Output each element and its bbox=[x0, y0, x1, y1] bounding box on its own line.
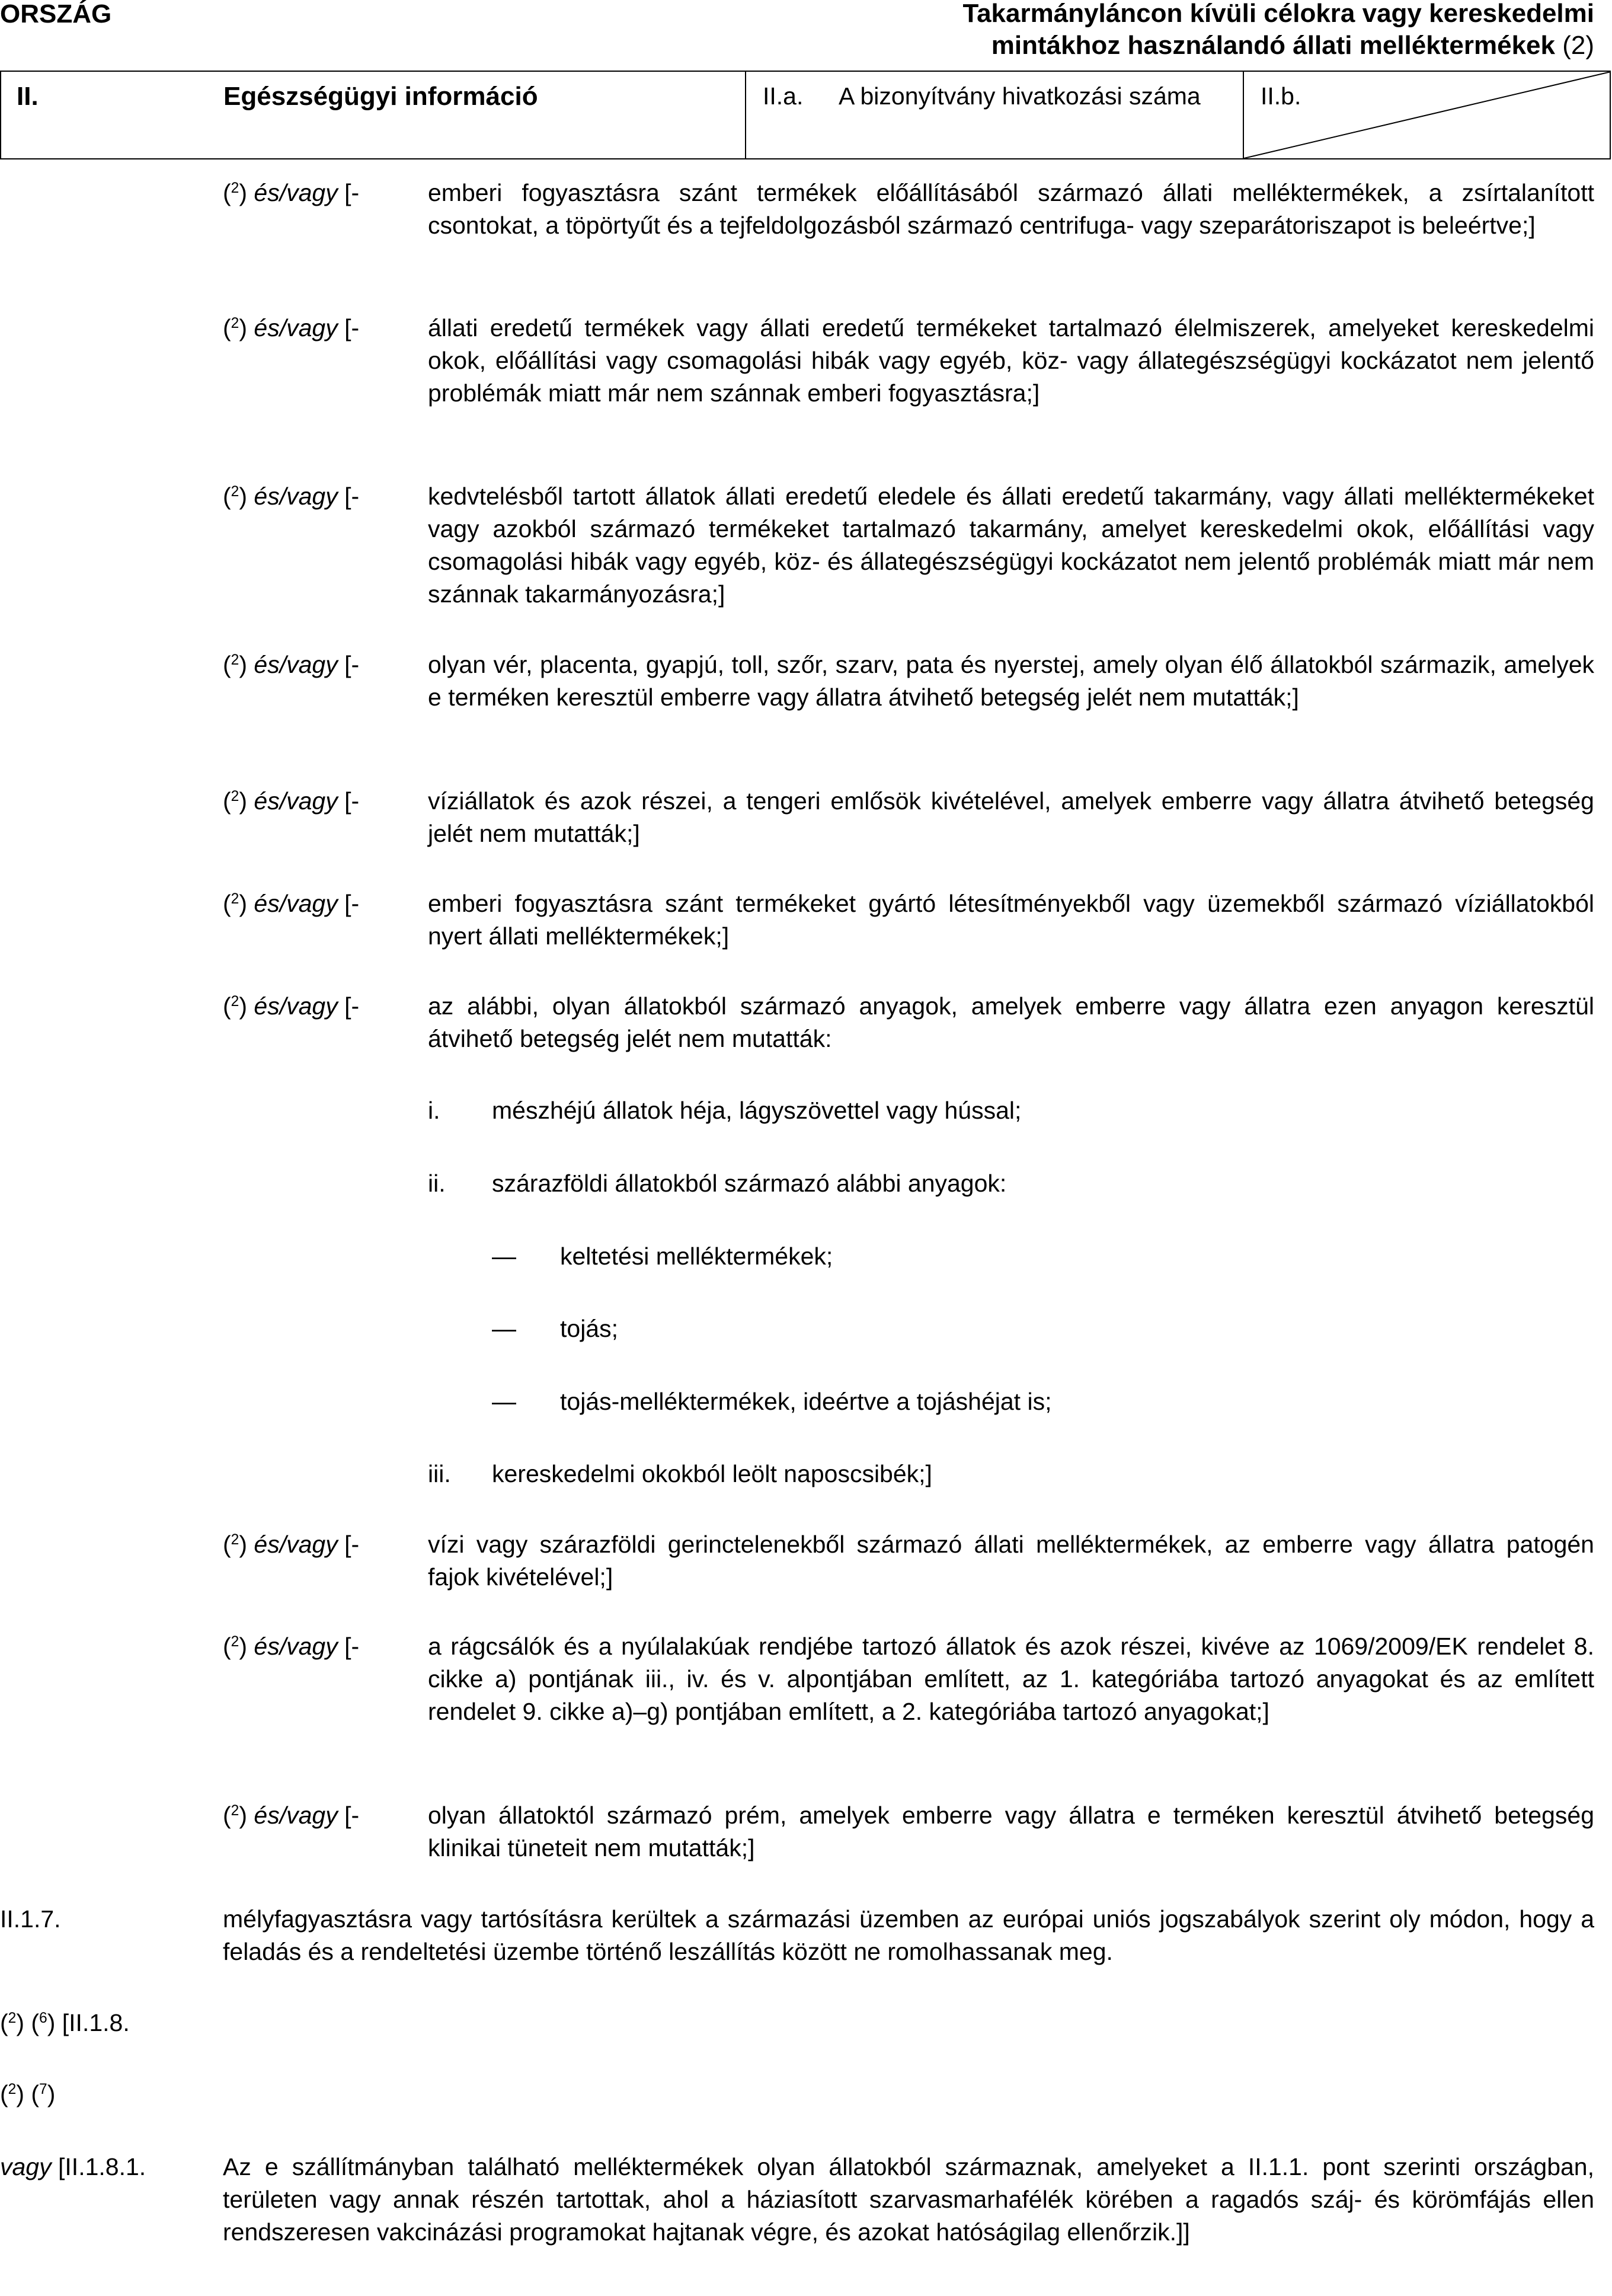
conditional-marker: ($^2$) és/vagy [- bbox=[223, 1802, 360, 1829]
point-ref-ii-1-8-1: ($^2$) ($^7$) bbox=[0, 2080, 56, 2107]
list-item: a rágcsálók és a nyúlalakúak rendjébe tartozó állatok és azok részei, kivéve az 1069/2009/EK rendelet 8. cikke a) pontjának iii., iv. és v. alpontjában említett, az 1. kategóriába tartozó anyagokat és az említett rendelet 9. cikke a)–g) pontjában említett, a 2. kategóriába tartozó anyagokat;] bbox=[428, 1633, 1594, 1725]
document-title-line-1: Takarmányláncon kívüli célokra vagy kereskedelmi bbox=[962, 0, 1594, 28]
dash-item: keltetési melléktermékek; bbox=[560, 1243, 833, 1270]
sublist-number: iii. bbox=[428, 1460, 451, 1487]
column-b-label: II.b. bbox=[1261, 82, 1301, 110]
sublist-number: ii. bbox=[428, 1170, 446, 1197]
conditional-marker: ($^2$) és/vagy [- bbox=[223, 314, 360, 341]
diagonal-strike bbox=[1244, 72, 1611, 158]
dash-item: tojás; bbox=[560, 1315, 618, 1342]
list-item: állati eredetű termékek vagy állati eredetű termékeket tartalmazó élelmiszerek, amelyeket kereskedelmi okok, előállítási vagy csomagolási hibák vagy egyéb, köz- vagy állategészségügyi kockázatot nem jelentő problémák miatt már nem szánnak emberi fogyasztásra;] bbox=[428, 314, 1594, 407]
country-label: ORSZÁG bbox=[0, 0, 112, 28]
column-divider bbox=[745, 72, 746, 158]
conditional-marker: ($^2$) és/vagy [- bbox=[223, 483, 360, 510]
conditional-marker: ($^2$) és/vagy [- bbox=[223, 651, 360, 678]
point-text: Az e szállítmányban található melléktermékek olyan állatokból származnak, amelyeket a II.1.1. pont szerinti országban, területen vagy annak részén tartottak, ahol a háziasított szarvasmarhafélék körében a ragadós száj- és körömfájás ellen rendszeresen vakcinázási programokat hajtanak végre, és azokat hatóságilag ellenőrzik.]] bbox=[223, 2153, 1594, 2246]
sublist-item: mészhéjú állatok héja, lágyszövettel vagy hússal; bbox=[492, 1097, 1022, 1124]
point-number: vagy [II.1.8.1. bbox=[0, 2153, 146, 2180]
list-item: olyan állatoktól származó prém, amelyek emberre vagy állatra e terméken keresztül átvihető betegség klinikai tüneteit nem mutatták;] bbox=[428, 1802, 1594, 1861]
column-a-label: II.a. bbox=[763, 82, 804, 110]
section-title: Egészségügyi információ bbox=[223, 82, 538, 111]
conditional-marker: ($^2$) és/vagy [- bbox=[223, 890, 360, 917]
conditional-marker: ($^2$) és/vagy [- bbox=[223, 787, 360, 815]
conditional-marker: ($^2$) és/vagy [- bbox=[223, 179, 360, 206]
section-number: II. bbox=[17, 82, 39, 111]
list-item: emberi fogyasztásra szánt termékek előállításából származó állati melléktermékek, a zsírtalanított csontokat, a töpörtyűt és a tejfeldolgozásból származó centrifuga- vagy szeparátoriszapot is beleértve;] bbox=[428, 179, 1594, 239]
dash-bullet: — bbox=[492, 1315, 516, 1342]
list-item: víziállatok és azok részei, a tengeri emlősök kivételével, amelyek emberre vagy állatra átvihető betegség jelét nem mutatták;] bbox=[428, 787, 1594, 847]
sublist-number: i. bbox=[428, 1097, 440, 1124]
dash-bullet: — bbox=[492, 1388, 516, 1415]
list-item: az alábbi, olyan állatokból származó anyagok, amelyek emberre vagy állatra ezen anyagon keresztül átvihető betegség jelét nem mutatták: bbox=[428, 992, 1594, 1052]
conditional-marker: ($^2$) és/vagy [- bbox=[223, 1633, 360, 1660]
list-item: olyan vér, placenta, gyapjú, toll, szőr, szarv, pata és nyerstej, amely olyan élő állatokból származik, amelyek e terméken keresztül emberre vagy állatra átvihető betegség jelét nem mutatták;] bbox=[428, 651, 1594, 711]
conditional-marker: ($^2$) és/vagy [- bbox=[223, 992, 360, 1020]
document-title-ref: (2) bbox=[1562, 31, 1594, 60]
sublist-item: kereskedelmi okokból leölt naposcsibék;] bbox=[492, 1460, 932, 1487]
point-ref-ii-1-8: ($^2$) ($^6$) [II.1.8. bbox=[0, 2009, 130, 2036]
document-title-line-2: mintákhoz használandó állati melléktermékek bbox=[991, 31, 1555, 60]
dash-bullet: — bbox=[492, 1243, 516, 1270]
section-header-table bbox=[0, 71, 1611, 159]
list-item: emberi fogyasztásra szánt termékeket gyártó létesítményekből vagy üzemekből származó víziállatokból nyert állati melléktermékek;] bbox=[428, 890, 1594, 950]
point-text: mélyfagyasztásra vagy tartósításra kerültek a származási üzemben az európai uniós jogszabályok szerint oly módon, hogy a feladás és a rendeltetési üzembe történő leszállítás között ne romolhassanak meg. bbox=[223, 1905, 1594, 1965]
list-item: kedvtelésből tartott állatok állati eredetű eledele és állati eredetű takarmány, vagy állati melléktermékeket vagy azokból származó termékeket tartalmazó takarmány, amelyet kereskedelmi okok, előállítási vagy csomagolási hibák vagy egyéb, köz- és állategészségügyi kockázatot nem jelentő problémák miatt már nem szánnak takarmányozásra;] bbox=[428, 483, 1594, 608]
document-title bbox=[765, 0, 1594, 62]
list-item: vízi vagy szárazföldi gerinctelenekből származó állati melléktermékek, az emberre vagy állatra patogén fajok kivételével;] bbox=[428, 1531, 1594, 1591]
conditional-marker: ($^2$) és/vagy [- bbox=[223, 1531, 360, 1558]
sublist-item: szárazföldi állatokból származó alábbi anyagok: bbox=[492, 1170, 1007, 1197]
point-number: II.1.7. bbox=[0, 1905, 61, 1933]
dash-item: tojás-melléktermékek, ideértve a tojáshéjat is; bbox=[560, 1388, 1052, 1415]
certificate-reference-label: A bizonyítvány hivatkozási száma bbox=[839, 82, 1201, 110]
